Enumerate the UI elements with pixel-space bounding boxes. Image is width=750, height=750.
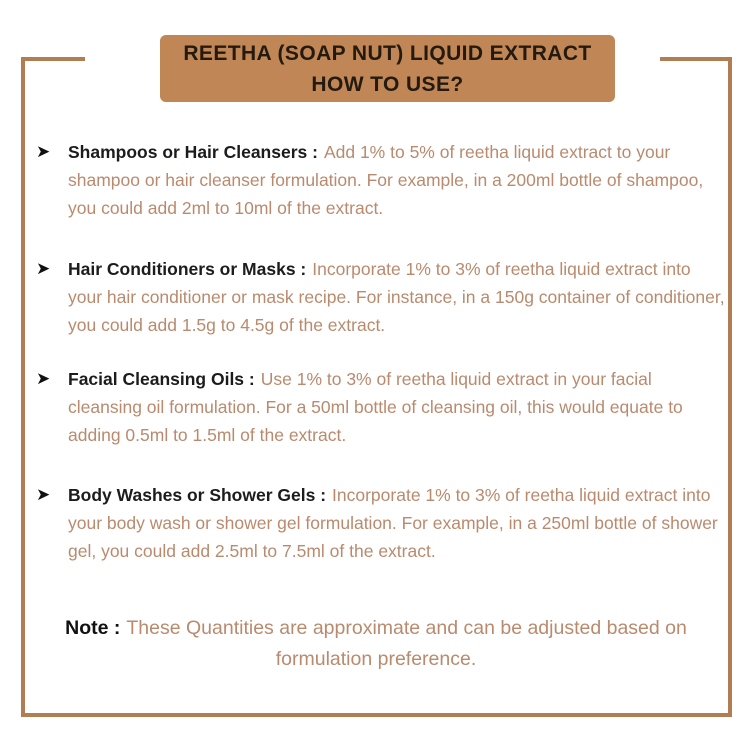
note-block: [30, 613, 722, 675]
section-shampoos: [36, 138, 728, 222]
arrow-bullet-icon: ➤: [36, 369, 51, 388]
section-body: Add 1% to 5% of reetha liquid extract to your shampoo or hair cleanser formulation. For example, in a 200ml bottle of shampoo, you could add 2ml to 10ml of the extract.: [68, 142, 704, 218]
section-paragraph: [68, 481, 728, 565]
frame-border-bottom: [21, 713, 732, 717]
section-paragraph: [68, 365, 728, 449]
header-title-box: [160, 35, 615, 102]
frame-border-top-left-stub: [21, 57, 85, 61]
frame-border-left: [21, 57, 25, 717]
section-body: Incorporate 1% to 3% of reetha liquid extract into your body wash or shower gel formulation. For example, in a 250ml bottle of shower gel, you could add 2.5ml to 7.5ml of the extract.: [68, 485, 718, 561]
page-title-line1: REETHA (SOAP NUT) LIQUID EXTRACT: [183, 41, 592, 65]
arrow-bullet-icon: ➤: [36, 259, 51, 278]
section-heading: Hair Conditioners or Masks :: [68, 259, 307, 279]
page-title-line2: HOW TO USE?: [311, 72, 464, 96]
section-hair-conditioners: [36, 255, 728, 339]
section-paragraph: [68, 138, 728, 222]
section-body-washes: [36, 481, 728, 565]
section-heading: Shampoos or Hair Cleansers :: [68, 142, 318, 162]
arrow-bullet-icon: ➤: [36, 485, 51, 504]
section-body: Incorporate 1% to 3% of reetha liquid extract into your hair conditioner or mask recipe. For instance, in a 150g container of conditioner, you could add 1.5g to 4.5g of the extract.: [68, 259, 725, 335]
frame-border-top-right-stub: [660, 57, 732, 61]
section-body: Use 1% to 3% of reetha liquid extract in your facial cleansing oil formulation. For a 50ml bottle of cleansing oil, this would equate to adding 0.5ml to 1.5ml of the extract.: [68, 369, 683, 445]
note-label: Note :: [65, 617, 121, 639]
frame-border-right: [728, 57, 732, 717]
section-heading: Facial Cleansing Oils :: [68, 369, 255, 389]
section-facial-cleansing-oils: [36, 365, 728, 449]
arrow-bullet-icon: ➤: [36, 142, 51, 161]
section-paragraph: [68, 255, 728, 339]
section-heading: Body Washes or Shower Gels :: [68, 485, 327, 505]
note-text: These Quantities are approximate and can be adjusted based on formulation preference.: [126, 617, 687, 670]
